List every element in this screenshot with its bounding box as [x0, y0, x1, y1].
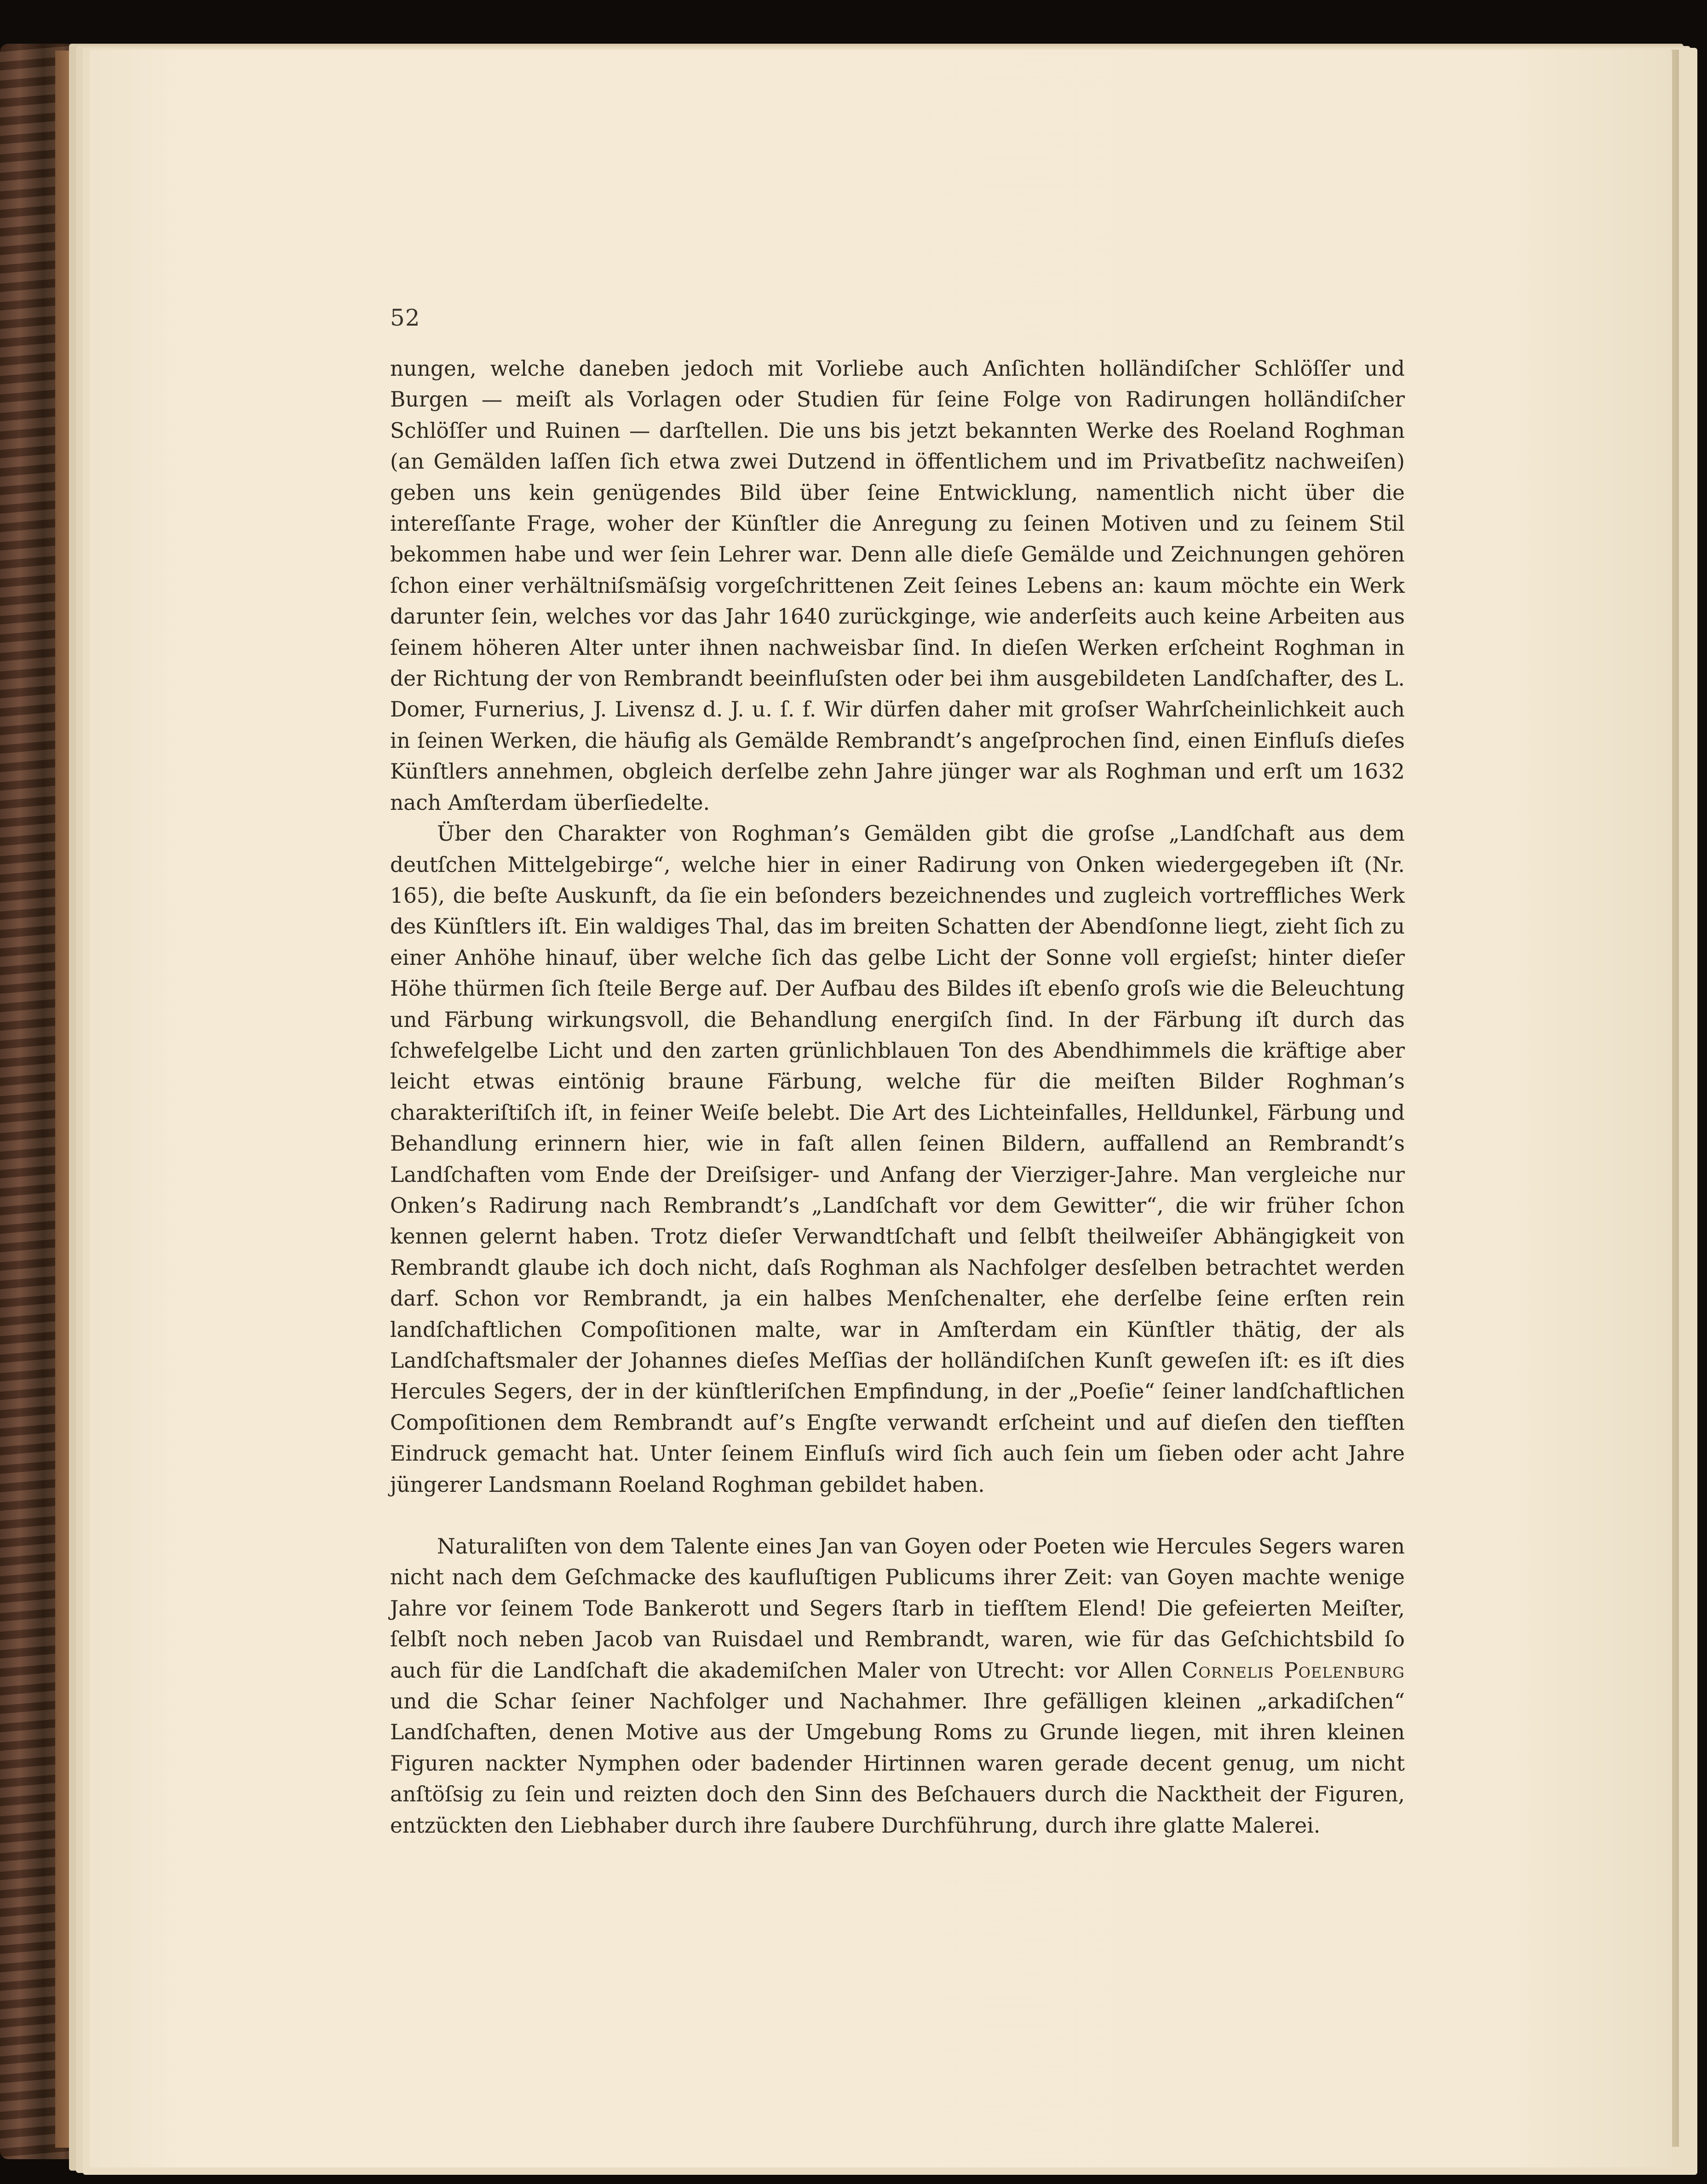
- artist-name-small-caps: Cornelis Poelenburg: [1182, 1658, 1405, 1683]
- page-number: 52: [390, 304, 420, 331]
- paragraph-text: Über den Charakter von Roghman’s Gemälden gibt die groſse „Landſchaft aus dem deutſchen Mittelgebirge“, welche hier in einer Radirung von Onken wiedergegeben iſt (Nr. 165), die beſte Auskunft, da ſie ein beſonders bezeichnendes und zugleich vortreffliches Werk des Künſtlers iſt. Ein waldiges Thal, das im breiten Schatten der Abendſonne liegt, zieht ſich zu einer Anhöhe hinauf, über welche ſich das gelbe Licht der Sonne voll ergieſst; hinter dieſer Höhe thürmen ſich ſteile Berge auf. Der Aufbau des Bildes iſt ebenſo groſs wie die Beleuchtung und Färbung wirkungsvoll, die Behandlung energiſch ſind. In der Färbung iſt durch das ſchwefelgelbe Licht und den zarten grünlichblauen Ton des Abendhimmels die kräftige aber leicht etwas eintönig braune Färbung, welche für die meiſten Bilder Roghman’s charakteriſtiſch iſt, in feiner Weiſe belebt. Die Art des Lichteinfalles, Helldunkel, Färbung und Behandlung erinnern hier, wie in faſt allen ſeinen Bildern, auffallend an Rembrandt’s Landſchaften vom Ende der Dreiſsiger- und Anfang der Vierziger-Jahre. Man vergleiche nur Onken’s Radirung nach Rembrandt’s „Landſchaft vor dem Gewitter“, die wir früher ſchon kennen gelernt haben. Trotz dieſer Verwandtſchaft und ſelbſt theilweiſer Abhängigkeit von Rembrandt glaube ich doch nicht, daſs Roghman als Nachfolger desſelben betrachtet werden darf. Schon vor Rembrandt, ja ein halbes Menſchenalter, ehe derſelbe ſeine erſten rein landſchaftlichen Compoſitionen malte, war in Amſterdam ein Künſtler thätig, der als Landſchaftsmaler der Johannes dieſes Meſſias der holländiſchen Kunſt geweſen iſt: es iſt dies Hercules Segers, der in der künſtleriſchen Empfindung, in der „Poeſie“ ſeiner landſchaftlichen Compoſitionen dem Rembrandt auf’s Engſte verwandt erſcheint und auf dieſen den tiefſten Eindruck gemacht hat. Unter ſeinem Einfluſs wird ſich auch ſein um ſieben oder acht Jahre jüngerer Landsmann Roeland Roghman gebildet haben.: [390, 821, 1405, 1497]
- paragraph: [390, 818, 1405, 1500]
- paragraph: [390, 1531, 1405, 1841]
- paragraph-text: Naturaliſten von dem Talente eines Jan van Goyen oder Poeten wie Hercules Segers waren nicht nach dem Geſchmacke des kaufluſtigen Publicums ihrer Zeit: van Goyen machte wenige Jahre vor ſeinem Tode Bankerott und Segers ſtarb in tiefſtem Elend! Die gefeierten Meiſter, ſelbſt noch neben Jacob van Ruisdael und Rembrandt, waren, wie für das Geſchichtsbild ſo auch für die Landſchaft die akademiſchen Maler von Utrecht: vor Allen: [390, 1534, 1405, 1683]
- paragraph-text: nungen, welche daneben jedoch mit Vorliebe auch Anſichten holländiſcher Schlöſſer und Burgen — meiſt als Vorlagen oder Studien für ſeine Folge von Radirungen holländiſcher Schlöſſer und Ruinen — darſtellen. Die uns bis jetzt bekannten Werke des Roeland Roghman (an Gemälden laſſen ſich etwa zwei Dutzend in öffentlichem und im Privatbeſitz nachweiſen) geben uns kein genügendes Bild über ſeine Entwicklung, namentlich nicht über die intereſſante Frage, woher der Künſtler die Anregung zu ſeinen Motiven und zu ſeinem Stil bekommen habe und wer ſein Lehrer war. Denn alle dieſe Gemälde und Zeichnungen gehören ſchon einer verhältniſsmäſsig vorgeſchrittenen Zeit ſeines Lebens an: kaum möchte ein Werk darunter ſein, welches vor das Jahr 1640 zurückginge, wie anderſeits auch keine Arbeiten aus ſeinem höheren Alter unter ihnen nachweisbar ſind. In dieſen Werken erſcheint Roghman in der Richtung der von Rembrandt beeinfluſsten oder bei ihm ausgebildeten Landſchafter, des L. Domer, Furnerius, J. Livensz d. J. u. ſ. f. Wir dürfen daher mit groſser Wahrſcheinlichkeit auch in ſeinen Werken, die häufig als Gemälde Rembrandt’s angeſprochen ſind, einen Einfluſs dieſes Künſtlers annehmen, obgleich derſelbe zehn Jahre jünger war als Roghman und erſt um 1632 nach Amſterdam überſiedelte.: [390, 356, 1405, 815]
- body-text: [390, 353, 1405, 1841]
- paragraph-text: und die Schar ſeiner Nachfolger und Nachahmer. Ihre gefälligen kleinen „arkadiſchen“ Landſchaften, denen Motive aus der Umgebung Roms zu Grunde liegen, mit ihren kleinen Figuren nackter Nymphen oder badender Hirtinnen waren gerade decent genug, um nicht anſtöſsig zu ſein und reizten doch den Sinn des Beſchauers durch die Nacktheit der Figuren, entzückten den Liebhaber durch ihre ſaubere Durchführung, durch ihre glatte Malerei.: [390, 1689, 1405, 1838]
- paragraph: [390, 353, 1405, 818]
